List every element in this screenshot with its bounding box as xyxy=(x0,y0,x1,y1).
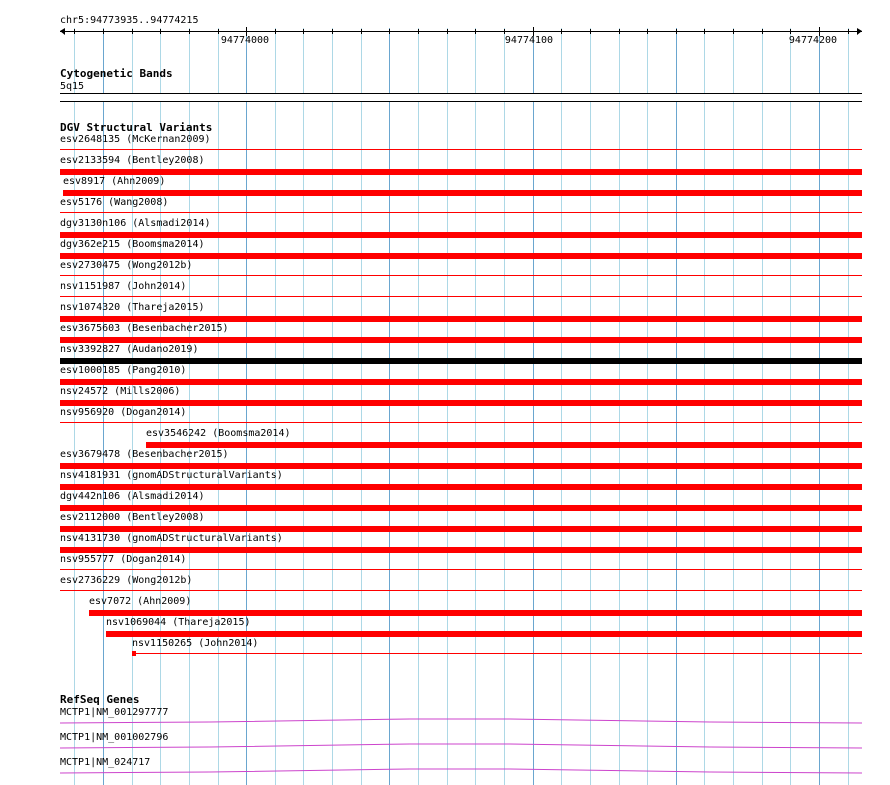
variant-bar[interactable] xyxy=(89,610,862,616)
grid-line xyxy=(733,28,734,785)
variant-label[interactable]: dgv442n106 (Alsmadi2014) xyxy=(60,491,205,502)
variant-label[interactable]: nsv24572 (Mills2006) xyxy=(60,386,181,397)
variant-start-marker[interactable] xyxy=(132,651,136,656)
gene-label[interactable]: MCTP1|NM_001297777 xyxy=(60,707,169,718)
grid-line xyxy=(533,28,534,785)
tick-label-94774000: 94774000 xyxy=(220,35,270,46)
grid-line xyxy=(418,28,419,785)
grid-line xyxy=(275,28,276,785)
variant-label[interactable]: nsv1074320 (Thareja2015) xyxy=(60,302,205,313)
variant-bar[interactable] xyxy=(60,232,862,238)
variant-label[interactable]: dgv362e215 (Boomsma2014) xyxy=(60,239,205,250)
ruler-minor-tick xyxy=(132,29,133,34)
variant-bar[interactable] xyxy=(60,169,862,175)
ruler-arrow-left-icon xyxy=(60,28,65,35)
variant-label[interactable]: esv3546242 (Boomsma2014) xyxy=(146,428,291,439)
variant-bar[interactable] xyxy=(60,296,862,297)
grid-line xyxy=(762,28,763,785)
ruler-axis xyxy=(60,31,862,32)
ruler-minor-tick xyxy=(733,29,734,34)
variant-label[interactable]: esv2730475 (Wong2012b) xyxy=(60,260,193,271)
variant-label[interactable]: nsv1069044 (Thareja2015) xyxy=(106,617,251,628)
grid-line xyxy=(218,28,219,785)
ruler-minor-tick xyxy=(762,29,763,34)
variant-label[interactable]: nsv956920 (Dogan2014) xyxy=(60,407,187,418)
tick-label-94774200: 94774200 xyxy=(788,35,838,46)
ruler-minor-tick xyxy=(447,29,448,34)
ruler-minor-tick xyxy=(361,29,362,34)
variant-label[interactable]: dgv3130n106 (Alsmadi2014) xyxy=(60,218,211,229)
tick-label-94774100: 94774100 xyxy=(504,35,554,46)
gene-intron-line[interactable] xyxy=(60,764,862,776)
ruler-minor-tick xyxy=(475,29,476,34)
variant-bar[interactable] xyxy=(60,253,862,259)
gene-intron-line[interactable] xyxy=(60,714,862,726)
variant-bar[interactable] xyxy=(60,590,862,591)
ruler-minor-tick xyxy=(189,29,190,34)
grid-line xyxy=(704,28,705,785)
gene-intron-line[interactable] xyxy=(60,739,862,751)
grid-line xyxy=(332,28,333,785)
variant-bar[interactable] xyxy=(60,316,862,322)
cytoband-label[interactable]: 5q15 xyxy=(60,81,85,92)
ruler-minor-tick xyxy=(418,29,419,34)
ruler-minor-tick xyxy=(103,29,104,34)
grid-line xyxy=(647,28,648,785)
variant-bar[interactable] xyxy=(60,358,862,364)
variant-bar[interactable] xyxy=(60,400,862,406)
variant-bar[interactable] xyxy=(146,442,862,448)
variant-bar[interactable] xyxy=(60,526,862,532)
ruler-arrow-right-icon xyxy=(857,28,862,35)
variant-label[interactable]: nsv1151987 (John2014) xyxy=(60,281,187,292)
ruler-minor-tick xyxy=(590,29,591,34)
variant-label[interactable]: esv2112000 (Bentley2008) xyxy=(60,512,205,523)
dgv-title: DGV Structural Variants xyxy=(60,121,213,134)
grid-line xyxy=(504,28,505,785)
ruler-minor-tick xyxy=(504,29,505,34)
variant-bar[interactable] xyxy=(60,505,862,511)
ruler-minor-tick xyxy=(303,29,304,34)
grid-line xyxy=(246,28,247,785)
variant-bar[interactable] xyxy=(60,212,862,213)
ruler-minor-tick xyxy=(218,29,219,34)
refseq-title: RefSeq Genes xyxy=(60,693,140,706)
variant-label[interactable]: esv5176 (Wang2008) xyxy=(60,197,169,208)
variant-bar[interactable] xyxy=(60,463,862,469)
grid-line xyxy=(361,28,362,785)
grid-line xyxy=(389,28,390,785)
gene-label[interactable]: MCTP1|NM_001002796 xyxy=(60,732,169,743)
variant-label[interactable]: esv7072 (Ahn2009) xyxy=(89,596,192,607)
variant-label[interactable]: nsv4131730 (gnomADStructuralVariants) xyxy=(60,533,283,544)
ruler-minor-tick xyxy=(676,29,677,34)
variant-bar[interactable] xyxy=(60,149,862,150)
cytobands-title: Cytogenetic Bands xyxy=(60,67,173,80)
ruler-minor-tick xyxy=(561,29,562,34)
gene-line-path xyxy=(60,719,862,723)
variant-label[interactable]: esv2648135 (McKernan2009) xyxy=(60,134,211,145)
variant-bar[interactable] xyxy=(60,275,862,276)
gene-label[interactable]: MCTP1|NM_024717 xyxy=(60,757,151,768)
variant-bar[interactable] xyxy=(60,484,862,490)
variant-bar[interactable] xyxy=(63,190,862,196)
variant-bar[interactable] xyxy=(60,379,862,385)
gene-line-path xyxy=(60,744,862,748)
ruler-minor-tick xyxy=(848,29,849,34)
variant-label[interactable]: esv2736229 (Wong2012b) xyxy=(60,575,193,586)
variant-label[interactable]: nsv4181931 (gnomADStructuralVariants) xyxy=(60,470,283,481)
ruler-minor-tick xyxy=(160,29,161,34)
cytoband-bar[interactable] xyxy=(60,93,862,102)
ruler-minor-tick xyxy=(790,29,791,34)
grid-line xyxy=(447,28,448,785)
grid-line xyxy=(590,28,591,785)
variant-label[interactable]: esv2133594 (Bentley2008) xyxy=(60,155,205,166)
gene-line-path xyxy=(60,769,862,773)
grid-line xyxy=(561,28,562,785)
variant-bar[interactable] xyxy=(106,631,862,637)
ruler-range-label: chr5:94773935..94774215 xyxy=(60,15,199,26)
variant-label[interactable]: nsv3392827 (Audano2019) xyxy=(60,344,199,355)
ruler-minor-tick xyxy=(619,29,620,34)
ruler-minor-tick xyxy=(389,29,390,34)
grid-line xyxy=(848,28,849,785)
grid-line xyxy=(676,28,677,785)
variant-label[interactable]: esv3679478 (Besenbacher2015) xyxy=(60,449,229,460)
variant-label[interactable]: nsv955777 (Dogan2014) xyxy=(60,554,187,565)
grid-line xyxy=(619,28,620,785)
variant-bar[interactable] xyxy=(132,653,862,654)
variant-label[interactable]: esv3675603 (Besenbacher2015) xyxy=(60,323,229,334)
ruler-minor-tick xyxy=(74,29,75,34)
ruler-minor-tick xyxy=(647,29,648,34)
variant-bar[interactable] xyxy=(60,569,862,570)
ruler-minor-tick xyxy=(275,29,276,34)
ruler-minor-tick xyxy=(332,29,333,34)
grid-line xyxy=(475,28,476,785)
ruler-minor-tick xyxy=(704,29,705,34)
variant-bar[interactable] xyxy=(60,547,862,553)
variant-bar[interactable] xyxy=(60,337,862,343)
variant-label[interactable]: esv1000185 (Pang2010) xyxy=(60,365,187,376)
variant-bar[interactable] xyxy=(60,422,862,423)
variant-label[interactable]: nsv1150265 (John2014) xyxy=(132,638,259,649)
grid-line xyxy=(819,28,820,785)
variant-label[interactable]: esv8917 (Ahn2009) xyxy=(63,176,166,187)
grid-line xyxy=(790,28,791,785)
grid-line xyxy=(303,28,304,785)
